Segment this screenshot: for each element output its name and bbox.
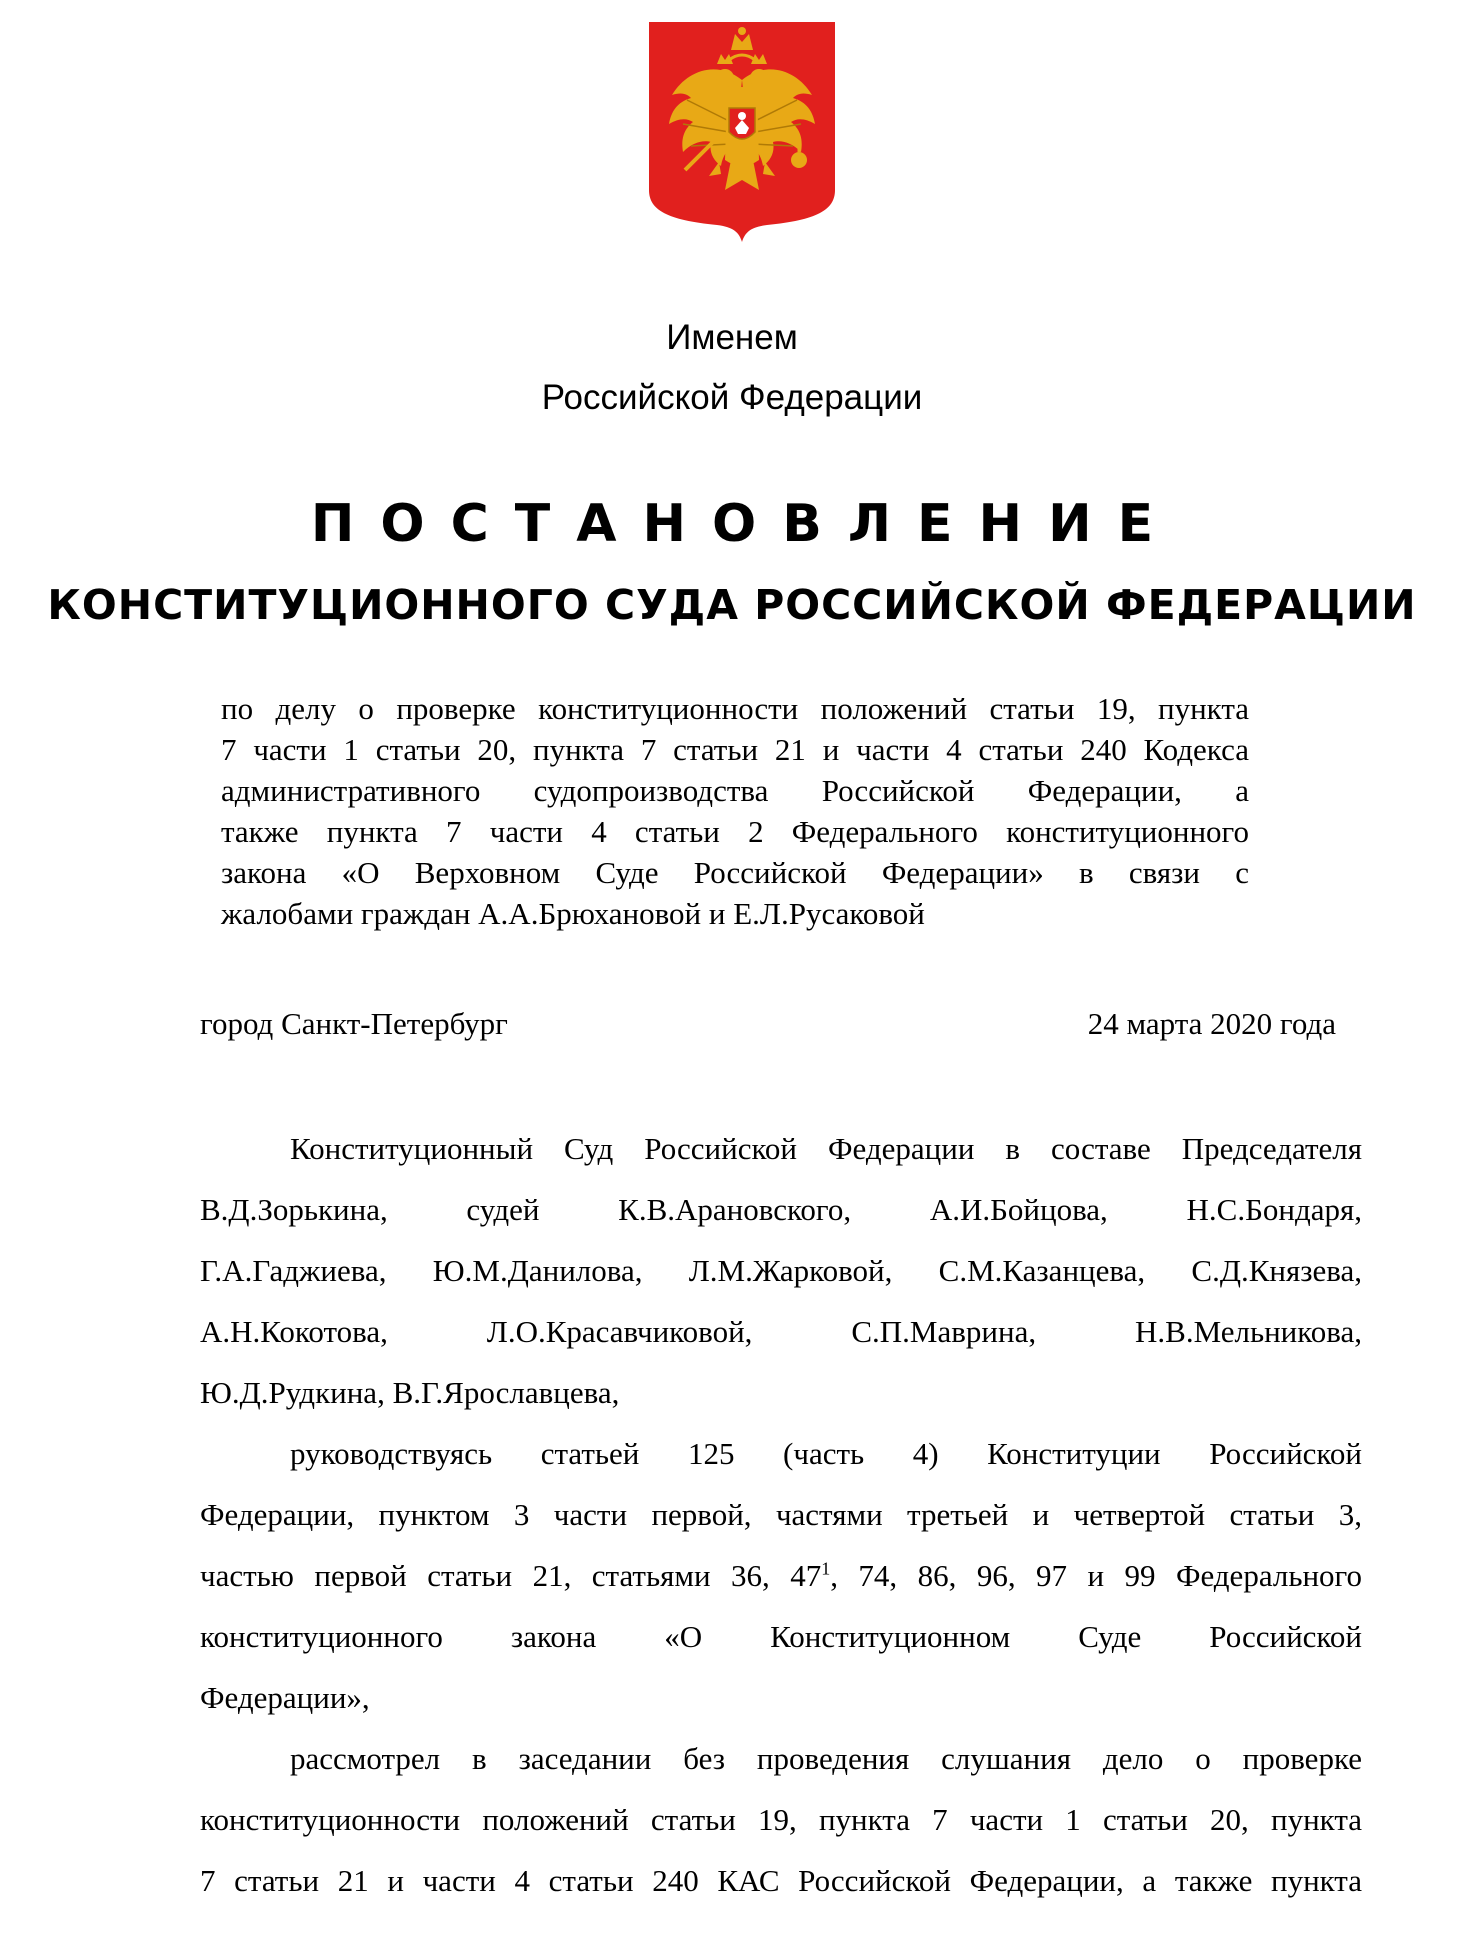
case-description-line: жалобами граждан А.А.Брюхановой и Е.Л.Русаковой [221,896,925,931]
body-line: Конституционный Суд Российской Федерации в составе Председателя [290,1131,1362,1166]
russian-coat-of-arms-icon [647,20,837,245]
case-description-line: также пункта 7 части 4 статьи 2 Федерального конституционного [221,814,1249,849]
date: 24 марта 2020 года [1087,1006,1336,1041]
case-description-line: административного судопроизводства Российской Федерации, а [221,773,1249,808]
body-line: В.Д.Зорькина, судей К.В.Арановского, А.И.Бойцова, Н.С.Бондаря, [200,1192,1362,1227]
superscript: 1 [821,1558,831,1579]
body-line: А.Н.Кокотова, Л.О.Красавчиковой, С.П.Маврина, Н.В.Мельникова, [200,1314,1362,1349]
body-line: Федерации», [200,1680,370,1715]
body-line: конституционности положений статьи 19, пункта 7 части 1 статьи 20, пункта [200,1802,1362,1837]
body-line: рассмотрел в заседании без проведения слушания дело о проверке [290,1741,1362,1776]
body-line-part: , 74, 86, 96, 97 и 99 Федерального [830,1558,1362,1593]
document-title: ПОСТАНОВЛЕНИЕ [310,494,1180,554]
body-line [200,1545,1362,1606]
body-line: Ю.Д.Рудкина, В.Г.Ярославцева, [200,1375,620,1410]
body-line: Г.А.Гаджиева, Ю.М.Данилова, Л.М.Жарковой, С.М.Казанцева, С.Д.Князева, [200,1253,1362,1288]
case-description-line: по делу о проверке конституционности положений статьи 19, пункта [221,691,1249,726]
body-line: Федерации, пунктом 3 части первой, частями третьей и четвертой статьи 3, [200,1497,1362,1532]
case-description-line: 7 части 1 статьи 20, пункта 7 статьи 21 и части 4 статьи 240 Кодекса [221,732,1249,767]
document-subtitle: КОНСТИТУЦИОННОГО СУДА РОССИЙСКОЙ ФЕДЕРАЦИИ [47,581,1417,629]
in-name-line-1: Именем [666,318,798,357]
body-line: конституционного закона «О Конституционном Суде Российской [200,1619,1362,1654]
body-line: 7 статьи 21 и части 4 статьи 240 КАС Российской Федерации, а также пункта [200,1863,1362,1898]
case-description [221,688,1249,934]
document-body [200,1118,1362,1911]
body-line-part: частью первой статьи 21, статьями 36, 47 [200,1558,822,1593]
case-description-line: закона «О Верховном Суде Российской Федерации» в связи с [221,855,1249,890]
in-name-line-2: Российской Федерации [541,378,923,417]
body-line: руководствуясь статьей 125 (часть 4) Конституции Российской [290,1436,1362,1471]
place: город Санкт-Петербург [200,1006,508,1041]
